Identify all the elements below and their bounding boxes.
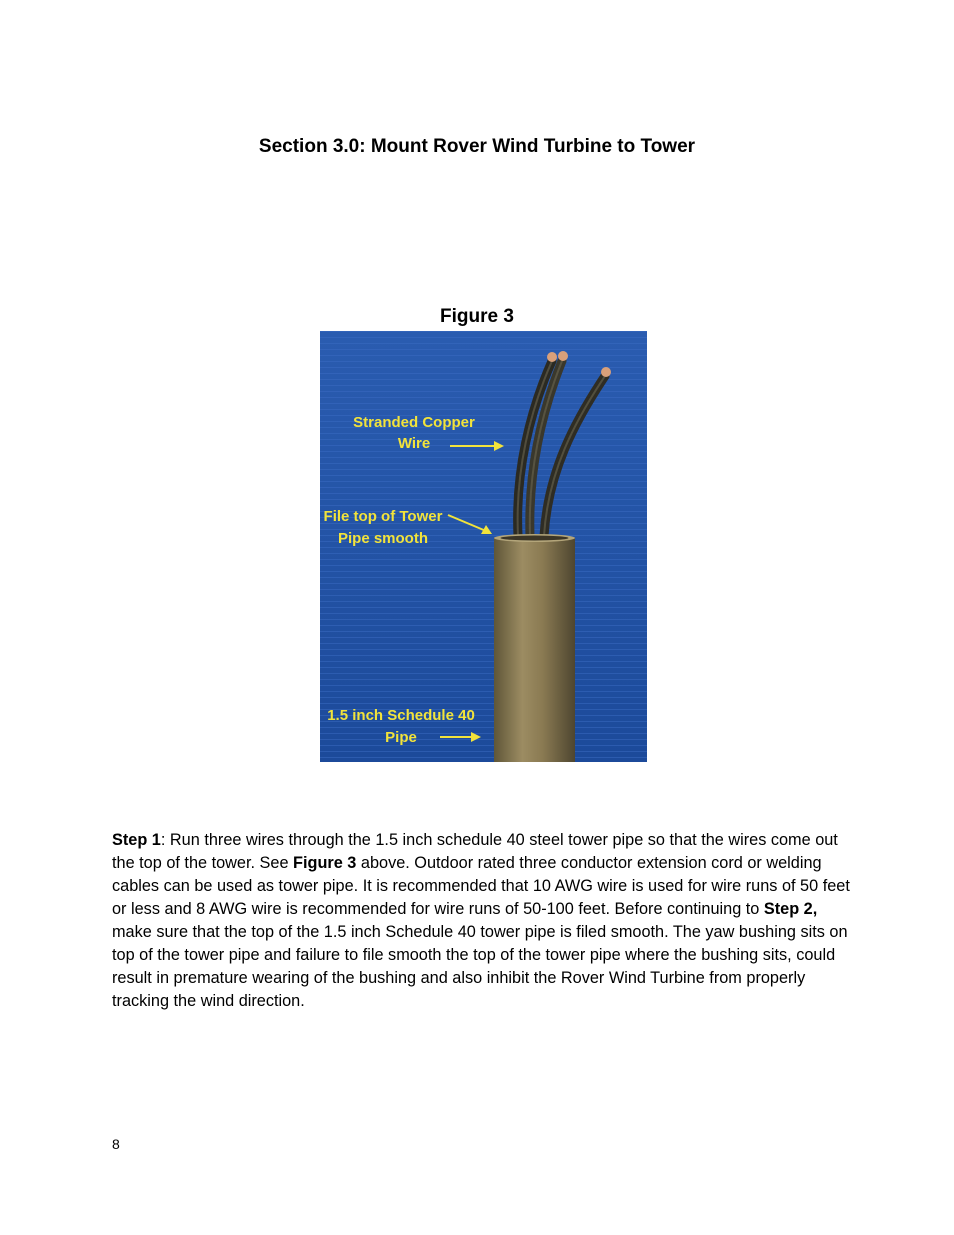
figure-ref: Figure 3 — [293, 854, 357, 872]
step1-label: Step 1 — [112, 831, 161, 849]
callout-pipe-line1: 1.5 inch Schedule 40 — [327, 707, 475, 724]
tower-pipe — [494, 538, 575, 762]
figure-photo — [320, 331, 647, 762]
callout-file-line2: Pipe smooth — [337, 530, 429, 547]
step1-text-3: make sure that the top of the 1.5 inch Schedule 40 tower pipe is filed smooth. The yaw bushing sits on top of the tower pipe and failure to file smooth the top of the tower pipe where the bushing sits, could result in premature wearing of the bushing and also inhibit the Rover Wind Turbine from properly tracking the wind direction. — [112, 923, 848, 1010]
callout-wire-line1: Stranded Copper — [353, 414, 475, 431]
figure-label: Figure 3 — [440, 306, 514, 327]
page-number: 8 — [112, 1136, 120, 1152]
callout-file-line1: File top of Tower — [323, 508, 443, 525]
step1-text-2: above. Outdoor rated three conductor extension cord or welding cables can be used as tower pipe. It is recommended that 10 AWG wire is used for wire runs of 50 feet or less and 8 AWG wire is recommended for wire runs of 50-100 feet. Before continuing to — [112, 854, 850, 918]
step2-ref: Step 2, — [763, 900, 818, 918]
callout-pipe-line2: Pipe — [385, 729, 417, 746]
callout-wire-line2: Wire — [397, 435, 431, 452]
step1-text-1: : Run three wires through the 1.5 inch schedule 40 steel tower pipe so that the wires come out the top of the tower. See — [112, 831, 838, 872]
section-title: Section 3.0: Mount Rover Wind Turbine to Tower — [258, 136, 696, 157]
step1-paragraph — [112, 829, 852, 1013]
